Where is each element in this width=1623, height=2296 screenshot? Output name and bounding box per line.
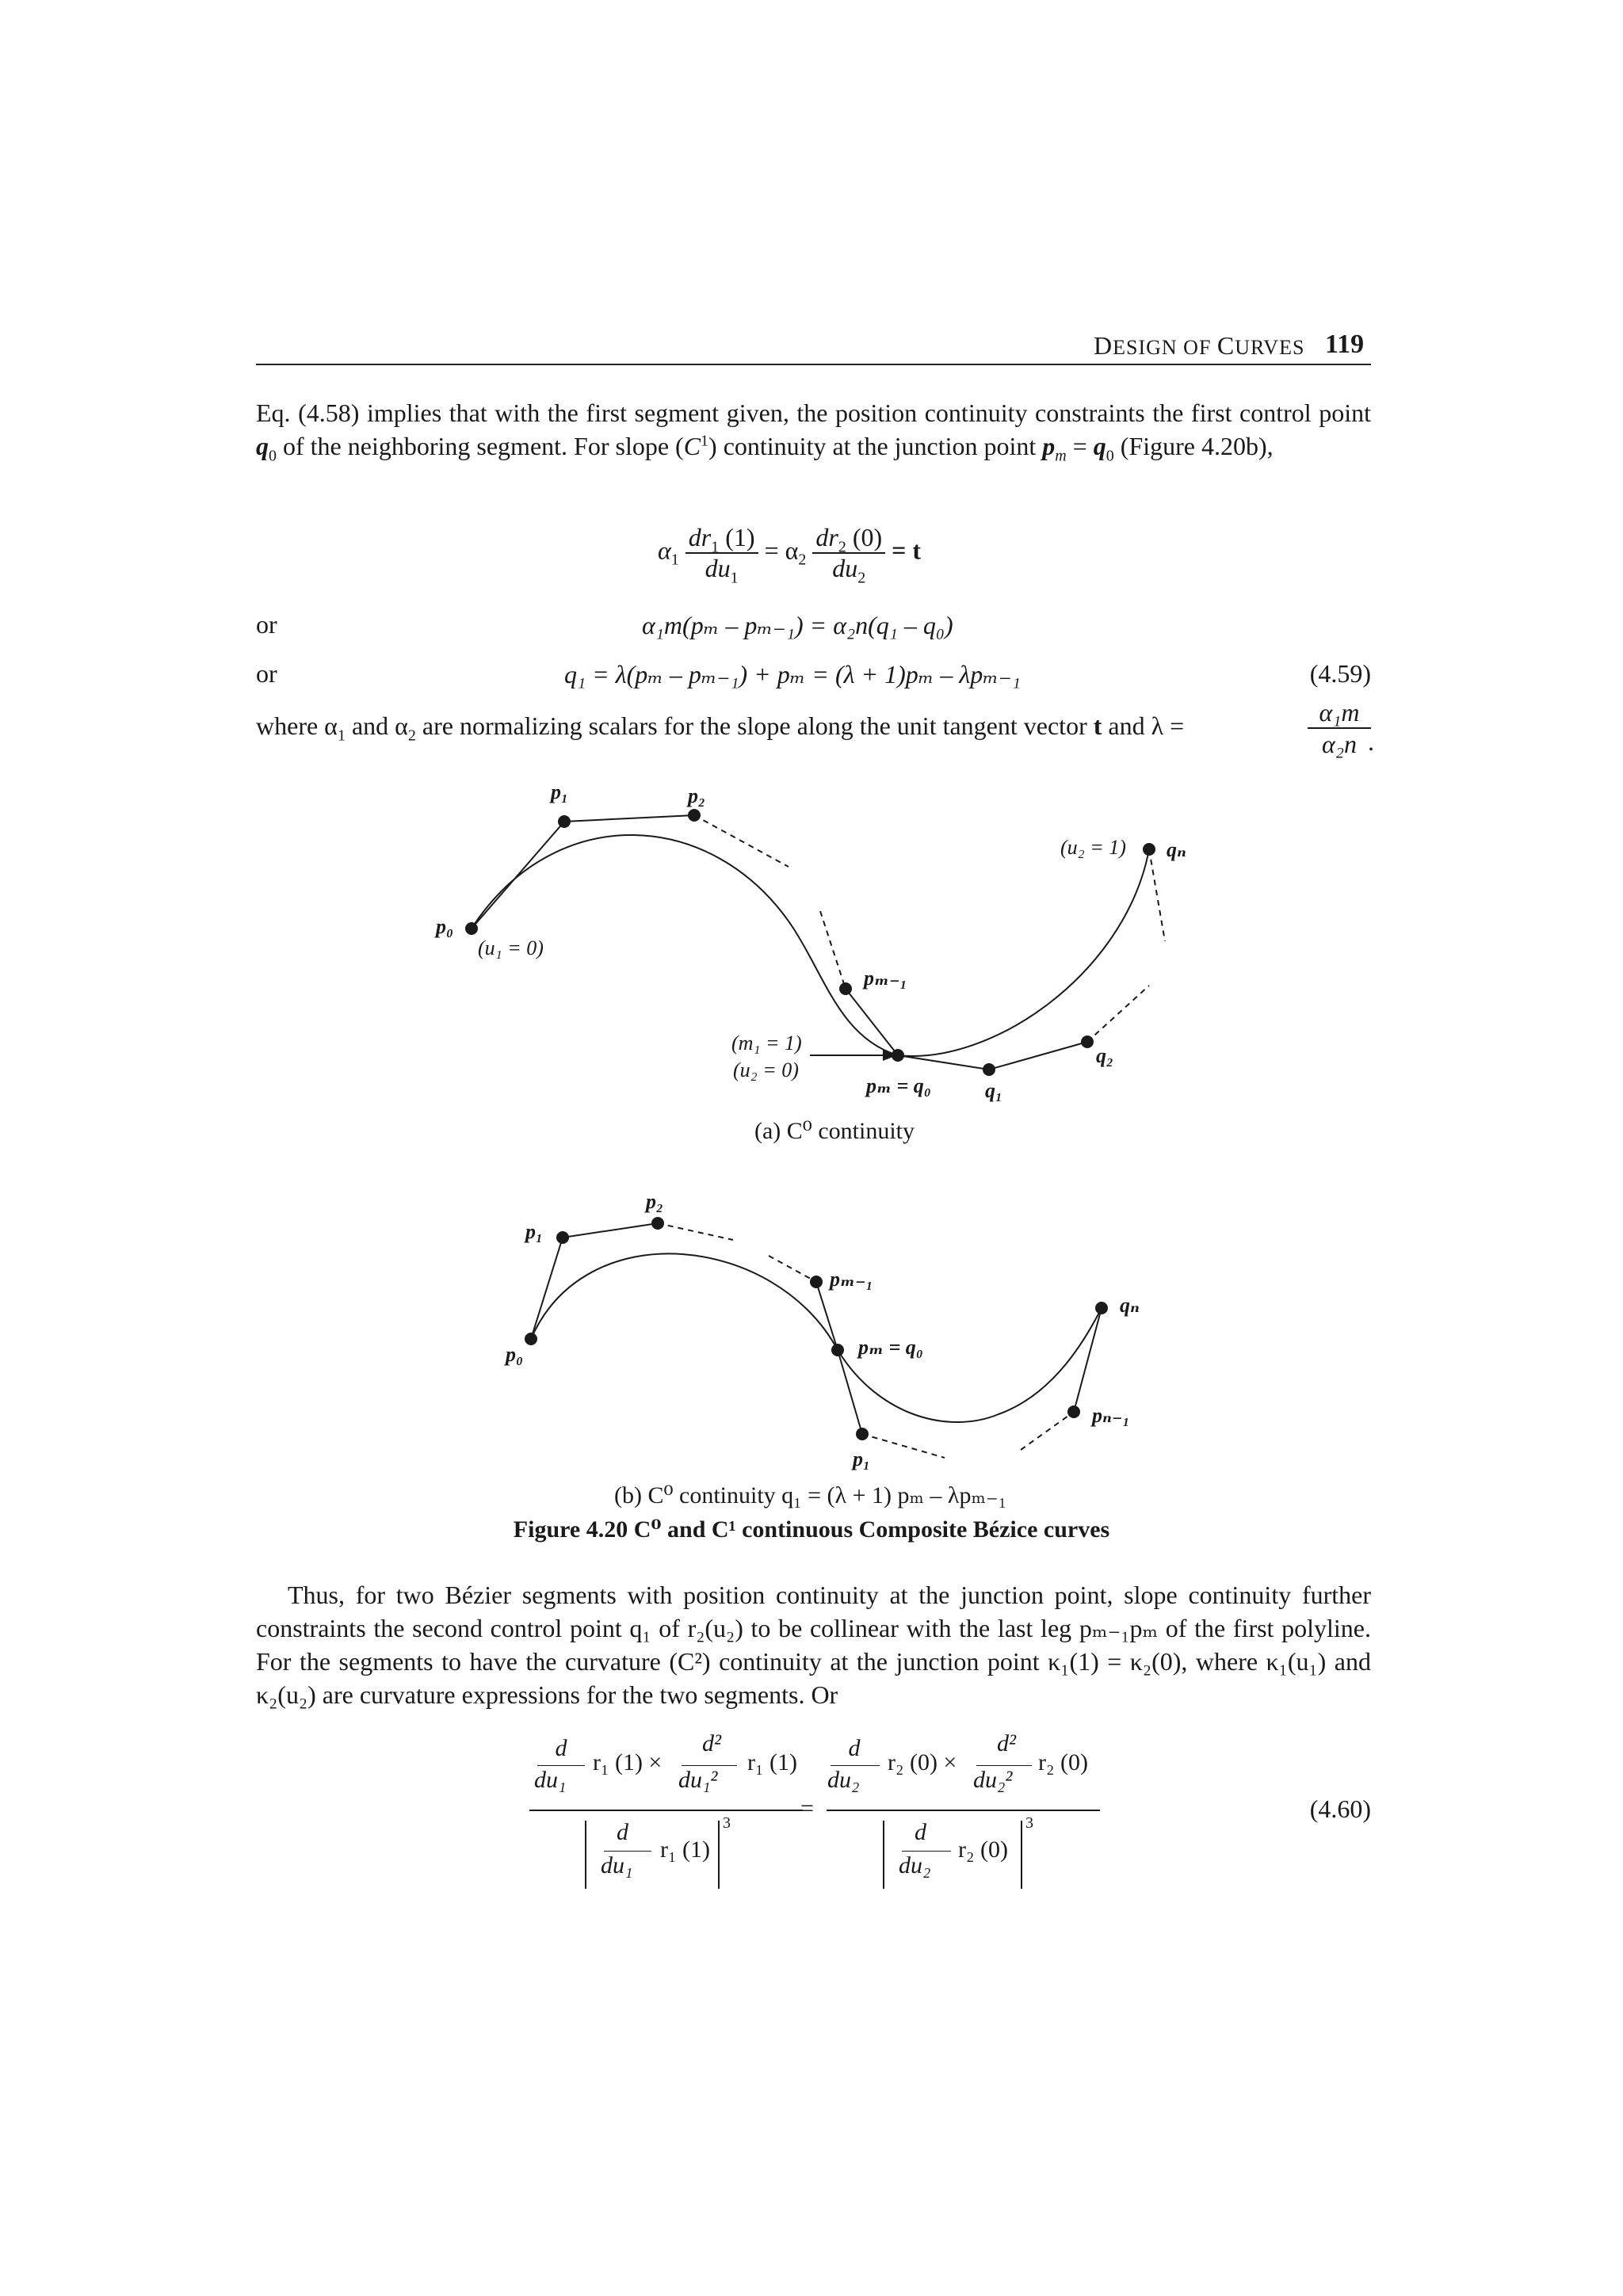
label-u2-0: (u₂ = 0) <box>733 1058 799 1081</box>
point-q2 <box>1081 1035 1094 1048</box>
du: du₂ <box>899 1852 931 1878</box>
r-term: r₁ (1) × <box>593 1749 663 1775</box>
caption-b: (b) C⁰ continuity q₁ = (λ + 1) pₘ – λpₘ₋₁ <box>614 1482 1007 1508</box>
mini-fraction-bar <box>976 1765 1032 1766</box>
exponent: 3 <box>1025 1814 1033 1832</box>
dashed-tangent <box>694 815 789 867</box>
subscript: 2 <box>407 727 416 745</box>
or-label: or <box>256 659 277 688</box>
math-q: q <box>256 432 269 460</box>
label-q2: q₂ <box>1096 1044 1114 1067</box>
subscript: 1 <box>670 551 679 569</box>
label-p0: p₀ <box>436 915 454 938</box>
paragraph-text: Thus, for two Bézier segments with position continuity at the junction point, slope continuity further constraints the second control point q₁ of r₂(u₂) to be collinear with the last leg pₘ₋₁pₘ of the first polyline. For the segments to have the curvature (C²) continuity at the junction point κ₁(1) = κ₂(0), where κ₁(u₁) and κ₂(u₂) are curvature expressions for the two segments. Or <box>256 1581 1371 1709</box>
label-qn: qₙ <box>1167 838 1186 861</box>
r-term: r₂ (0) <box>1038 1749 1088 1775</box>
point-pm <box>892 1049 904 1062</box>
label-u1: (u₁ = 0) <box>478 936 544 959</box>
title-smallcaps: URVES <box>1235 336 1305 359</box>
equation-number: (4.59) <box>1309 659 1371 688</box>
point-p2 <box>688 809 701 822</box>
point-p2 <box>651 1217 664 1230</box>
alpha: α <box>658 536 671 565</box>
abs-bar <box>1021 1821 1022 1889</box>
subscript: 0 <box>1106 447 1114 465</box>
subscript: 2 <box>798 551 807 569</box>
fraction: $\frac{dr_2 (0)}{du_2}$ <box>812 523 885 583</box>
numerator: dr <box>688 523 712 551</box>
abs-bar <box>883 1821 884 1889</box>
exponent: 3 <box>723 1814 731 1832</box>
d: d <box>617 1819 628 1845</box>
denominator: du <box>705 554 731 582</box>
equation-alpha: α₁m(pₘ – pₘ₋₁) = α₂n(q₁ – q₀) <box>642 611 953 639</box>
point-pm1 <box>839 982 852 995</box>
dashed-tangent <box>1087 986 1149 1042</box>
point-p0 <box>465 922 478 935</box>
numerator-arg: (0) <box>852 523 883 551</box>
control-polygon-b-start <box>531 1223 658 1339</box>
dashed-tangent <box>1021 1412 1074 1450</box>
title-smallcaps: ESIGN OF <box>1113 336 1217 359</box>
text: are normalizing scalars for the slope along the unit tangent vector <box>415 711 1094 740</box>
du: du₁ <box>534 1767 567 1793</box>
mini-fraction-bar <box>537 1765 585 1766</box>
dashed-tangent <box>820 911 846 989</box>
text: of the neighboring segment. For slope ( <box>277 432 684 460</box>
math-C: C <box>683 432 701 460</box>
text: Eq. (4.58) implies that with the first segment given, the position continuity constraints the first control point <box>256 399 1371 427</box>
denominator: α₂n <box>1322 730 1357 758</box>
numerator: dr <box>815 523 838 551</box>
tangent-t: t <box>1093 711 1102 740</box>
equation-4-59: q₁ = λ(pₘ – pₘ₋₁) + pₘ = (λ + 1)pₘ – λpₘ₋₁ <box>564 660 1021 688</box>
text: ) continuity at the junction point <box>708 432 1043 460</box>
text: where α <box>256 711 338 740</box>
label-q1: p₁ <box>853 1447 871 1470</box>
tangent-t: = t <box>892 536 922 565</box>
fraction-bar-right <box>827 1810 1100 1811</box>
dashed-tangent <box>658 1223 733 1240</box>
d2: d² <box>702 1730 721 1756</box>
du2: du₁² <box>678 1767 718 1793</box>
r-term: r₂ (0) <box>958 1836 1008 1863</box>
point-qn <box>1143 843 1155 856</box>
point-p0 <box>525 1333 537 1345</box>
text: and α <box>345 711 408 740</box>
title-letter: D <box>1094 331 1113 360</box>
point-pm <box>831 1344 844 1356</box>
label-p1: p₁ <box>525 1220 544 1243</box>
text: (Figure 4.20b), <box>1113 432 1274 460</box>
d: d <box>848 1735 861 1761</box>
fraction: $\frac{dr_1 (1)}{du_1}$ <box>685 523 758 583</box>
numerator-arg: (1) <box>725 523 755 551</box>
r-term: r₁ (1) <box>660 1836 710 1863</box>
title-letter: C <box>1216 331 1235 360</box>
point-q1 <box>856 1428 869 1440</box>
numerator: α₁m <box>1308 697 1371 729</box>
label-m1: (m₁ = 1) <box>731 1032 802 1055</box>
subscript: m <box>1055 447 1067 465</box>
control-leg-b-end <box>1074 1308 1102 1412</box>
subscript: 1 <box>337 727 346 745</box>
control-leg-b <box>816 1282 862 1434</box>
subscript: 0 <box>269 447 277 465</box>
denominator: du <box>832 554 858 582</box>
equation-number: (4.60) <box>1309 1794 1371 1823</box>
control-polygon-a-start <box>472 815 694 929</box>
du2: du₂² <box>973 1767 1013 1793</box>
label-pm-q0: pₘ = q₀ <box>866 1074 931 1097</box>
point-p1 <box>556 1231 569 1244</box>
d2: d² <box>997 1730 1016 1756</box>
bezier-curve-a <box>472 835 1149 1056</box>
text: = <box>1066 432 1094 460</box>
figure-b-points <box>525 1217 1108 1440</box>
label-u2-end: (u₂ = 1) <box>1060 836 1126 859</box>
math-q: q <box>1093 432 1106 460</box>
superscript: 1 <box>701 432 709 450</box>
point-q1 <box>983 1063 995 1076</box>
d: d <box>915 1819 926 1845</box>
r-term: r₂ (0) × <box>888 1749 957 1775</box>
du: du₁ <box>601 1852 633 1878</box>
math-p: p <box>1042 432 1056 460</box>
mini-fraction-bar <box>682 1765 737 1766</box>
period: . <box>1368 727 1374 756</box>
r-term: r₁ (1) <box>747 1749 797 1775</box>
dashed-tangent <box>1149 849 1165 941</box>
figure-b-geometry <box>531 1223 1102 1458</box>
abs-bar <box>718 1821 720 1889</box>
mini-fraction-bar <box>902 1851 951 1852</box>
label-pn1: pₙ₋₁ <box>1092 1404 1130 1427</box>
equals-alpha: = α <box>764 536 799 565</box>
point-pm1 <box>810 1276 823 1288</box>
du: du₂ <box>827 1767 860 1793</box>
abs-bar <box>585 1821 586 1889</box>
text: and λ = <box>1102 711 1185 740</box>
label-pm1: pₘ₋₁ <box>864 967 907 990</box>
mini-fraction-bar <box>604 1851 651 1852</box>
fraction-bar-left <box>529 1810 803 1811</box>
label-p1: p₁ <box>551 780 569 803</box>
mini-fraction-bar <box>831 1765 880 1766</box>
label-p2: p₂ <box>688 784 706 807</box>
equation-4-60 <box>529 1730 1100 1894</box>
page-number: 119 <box>1325 330 1365 359</box>
label-pm1: pₘ₋₁ <box>830 1268 873 1291</box>
control-leg-pm1-pm <box>846 989 898 1055</box>
label-q1: q₁ <box>985 1079 1003 1102</box>
dashed-tangent <box>862 1434 945 1458</box>
label-p2: p₂ <box>646 1190 664 1213</box>
or-label: or <box>256 610 277 639</box>
label-pm-q0: pₘ = q₀ <box>858 1336 923 1359</box>
dashed-tangent <box>769 1256 816 1282</box>
label-qn: qₙ <box>1120 1294 1140 1317</box>
point-pn1 <box>1067 1405 1080 1418</box>
figure-a-points <box>465 809 1155 1076</box>
point-p1 <box>558 815 571 828</box>
body-paragraph <box>256 1578 1371 1711</box>
caption-a: (a) C⁰ continuity <box>754 1118 915 1144</box>
point-qn <box>1095 1302 1108 1314</box>
d: d <box>555 1735 567 1761</box>
label-p0: p₀ <box>506 1343 524 1366</box>
equals: = <box>800 1795 814 1821</box>
figure-caption: Figure 4.20 C⁰ and C¹ continuous Composite Bézice curves <box>513 1516 1110 1543</box>
